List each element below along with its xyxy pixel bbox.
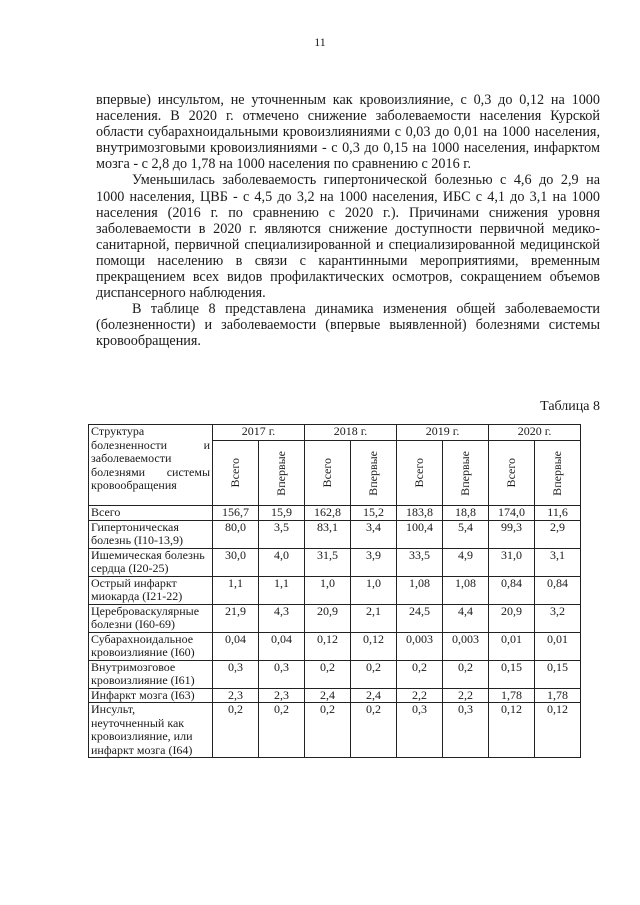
subheader-new: Впервые	[443, 441, 489, 506]
table-row	[89, 506, 581, 521]
row-label: Острый инфаркт миокарда (I21-22)	[89, 576, 213, 604]
table-cell: 33,5	[397, 548, 443, 576]
table-cell: 2,4	[305, 688, 351, 703]
table-cell: 183,8	[397, 506, 443, 521]
table-cell: 3,1	[535, 548, 581, 576]
table-cell: 15,2	[351, 506, 397, 521]
body-text	[96, 92, 600, 350]
table-cell: 0,12	[351, 632, 397, 660]
year-2017-header: 2017 г.	[213, 425, 305, 441]
subheader-total: Всего	[305, 441, 351, 506]
table-row	[89, 688, 581, 703]
table-cell: 1,78	[489, 688, 535, 703]
table-cell: 0,01	[489, 632, 535, 660]
table-cell: 0,15	[489, 660, 535, 688]
row-label: Ишемическая болезнь сердца (I20-25)	[89, 548, 213, 576]
table-cell: 31,5	[305, 548, 351, 576]
table-cell: 0,3	[397, 703, 443, 758]
table-cell: 4,0	[259, 548, 305, 576]
year-2019-header: 2019 г.	[397, 425, 489, 441]
subheader-total: Всего	[397, 441, 443, 506]
morbidity-table	[88, 424, 581, 758]
table-cell: 1,0	[305, 576, 351, 604]
table-cell: 1,78	[535, 688, 581, 703]
row-label: Цереброваскулярные болезни (I60-69)	[89, 604, 213, 632]
table-cell: 18,8	[443, 506, 489, 521]
table-cell: 1,1	[213, 576, 259, 604]
table-cell: 20,9	[489, 604, 535, 632]
table-cell: 0,2	[213, 703, 259, 758]
table-cell: 1,1	[259, 576, 305, 604]
table-cell: 0,2	[351, 660, 397, 688]
table-cell: 4,3	[259, 604, 305, 632]
table-cell: 5,4	[443, 520, 489, 548]
paragraph-1: впервые) инсультом, не уточненным как кровоизлияние, с 0,3 до 0,12 на 1000 населения. В 2020 г. отмечено снижение заболеваемости населения Курской области субарахноидальными кровоизлияниями с 0,03 до 0,01 на 1000 населения, внутримозговыми кровоизлияниями - с 0,3 до 0,15 на 1000 населения, инфарктом мозга - с 2,8 до 1,78 на 1000 населения по сравнению с 2016 г.	[96, 92, 600, 173]
row-label: Гипертоническая болезнь (I10-13,9)	[89, 520, 213, 548]
table-cell: 11,6	[535, 506, 581, 521]
subheader-new: Впервые	[535, 441, 581, 506]
table-cell: 21,9	[213, 604, 259, 632]
table-cell: 0,3	[443, 703, 489, 758]
table-cell: 0,01	[535, 632, 581, 660]
year-2018-header: 2018 г.	[305, 425, 397, 441]
table-cell: 3,2	[535, 604, 581, 632]
table-cell: 0,12	[305, 632, 351, 660]
table-cell: 0,2	[351, 703, 397, 758]
table-cell: 0,04	[213, 632, 259, 660]
row-label: Инфаркт мозга (I63)	[89, 688, 213, 703]
table-cell: 2,2	[397, 688, 443, 703]
paragraph-3: В таблице 8 представлена динамика изменения общей заболеваемости (болезненности) и заболеваемости (впервые выявленной) болезнями системы кровообращения.	[96, 301, 600, 350]
table-cell: 2,4	[351, 688, 397, 703]
table-cell: 83,1	[305, 520, 351, 548]
table-cell: 30,0	[213, 548, 259, 576]
table-cell: 31,0	[489, 548, 535, 576]
table-row	[89, 660, 581, 688]
table-row	[89, 576, 581, 604]
table-body	[89, 506, 581, 758]
row-label: Субарахноидальное кровоизлияние (I60)	[89, 632, 213, 660]
table-cell: 3,9	[351, 548, 397, 576]
table-cell: 0,3	[259, 660, 305, 688]
row-label: Инсульт, неуточненный как кровоизлияние, или инфаркт мозга (I64)	[89, 703, 213, 758]
table-cell: 4,9	[443, 548, 489, 576]
table-cell: 24,5	[397, 604, 443, 632]
table-cell: 174,0	[489, 506, 535, 521]
table-cell: 3,5	[259, 520, 305, 548]
table-cell: 2,3	[213, 688, 259, 703]
table-row	[89, 520, 581, 548]
table-cell: 1,0	[351, 576, 397, 604]
table-cell: 0,12	[535, 703, 581, 758]
row-label: Всего	[89, 506, 213, 521]
table-cell: 0,2	[259, 703, 305, 758]
table-cell: 3,4	[351, 520, 397, 548]
table-cell: 0,2	[397, 660, 443, 688]
table-cell: 100,4	[397, 520, 443, 548]
table-cell: 2,1	[351, 604, 397, 632]
table-cell: 0,2	[305, 660, 351, 688]
table-row	[89, 703, 581, 758]
table-caption: Таблица 8	[540, 399, 600, 414]
table-cell: 0,04	[259, 632, 305, 660]
year-2020-header: 2020 г.	[489, 425, 581, 441]
table-cell: 0,2	[443, 660, 489, 688]
subheader-new: Впервые	[259, 441, 305, 506]
table-cell: 99,3	[489, 520, 535, 548]
subheader-new: Впервые	[351, 441, 397, 506]
table-cell: 20,9	[305, 604, 351, 632]
table-cell: 4,4	[443, 604, 489, 632]
subheader-total: Всего	[489, 441, 535, 506]
table-row	[89, 604, 581, 632]
table-cell: 0,84	[489, 576, 535, 604]
table-row	[89, 632, 581, 660]
subheader-total: Всего	[213, 441, 259, 506]
table-cell: 1,08	[397, 576, 443, 604]
table-cell: 0,3	[213, 660, 259, 688]
table-cell: 0,15	[535, 660, 581, 688]
table-cell: 162,8	[305, 506, 351, 521]
table-cell: 2,3	[259, 688, 305, 703]
table-cell: 2,2	[443, 688, 489, 703]
table-cell: 0,12	[489, 703, 535, 758]
table-cell: 0,003	[443, 632, 489, 660]
table-cell: 0,003	[397, 632, 443, 660]
table-cell: 15,9	[259, 506, 305, 521]
table-row	[89, 548, 581, 576]
row-label: Внутримозговое кровоизлияние (I61)	[89, 660, 213, 688]
table-cell: 1,08	[443, 576, 489, 604]
page-number: 11	[314, 35, 326, 49]
table-cell: 80,0	[213, 520, 259, 548]
table-cell: 156,7	[213, 506, 259, 521]
table-header-label: Структура болезненности и заболеваемости болезнями системы кровообращения	[89, 425, 213, 506]
table-cell: 0,84	[535, 576, 581, 604]
table-cell: 2,9	[535, 520, 581, 548]
table-cell: 0,2	[305, 703, 351, 758]
paragraph-2: Уменьшилась заболеваемость гипертонической болезнью с 4,6 до 2,9 на 1000 населения, ЦВБ - с 4,5 до 3,2 на 1000 населения, ИБС с 4,1 до 3,1 на 1000 населения (2016 г. по сравнению с 2020 г.). Причинами снижения уровня заболеваемости в 2020 г. являются снижение доступности первичной медико-санитарной, первичной специализированной и специализированной медицинской помощи населению в связи с карантинными мероприятиями, временным прекращением всех видов профилактических осмотров, сокращением объемов диспансерного наблюдения.	[96, 172, 600, 302]
